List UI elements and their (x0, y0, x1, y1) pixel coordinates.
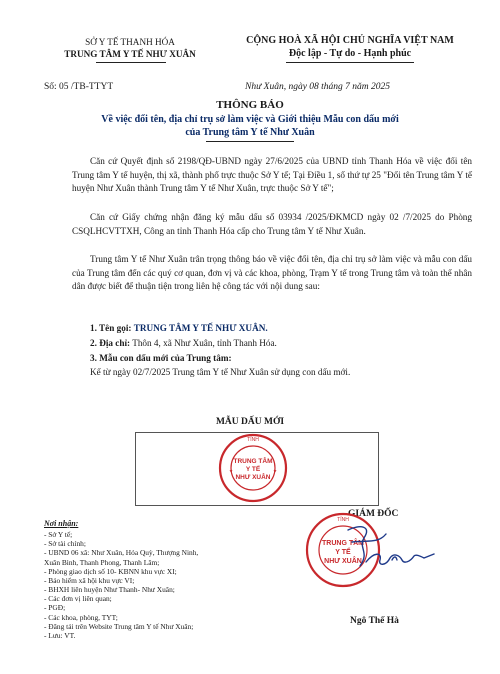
recipient-item: - Các khoa, phòng, TYT; (44, 612, 118, 622)
recipient-item: - Lưu: VT. (44, 630, 76, 640)
seal-star-left: ★ (229, 468, 234, 473)
agency-header (40, 36, 220, 60)
item-name-label: 1. Tên gọi: (90, 323, 132, 333)
nation-motto: Độc lập - Tự do - Hạnh phúc (288, 48, 412, 59)
signature-seal-line-2: Y TẾ (335, 549, 351, 556)
paragraph-announcement: Trung tâm Y tế Như Xuân trân trọng thông báo về việc đổi tên, địa chỉ trụ sở làm việc và mẫu con dấu của Trung tâm đến các quý cơ quan, đơn vị và các khoa, phòng, Trạm Y tế trong Trung tâm và toàn thể nhân dân được biết để thuận tiện trong liên hệ công tác với nội dung sau: (72, 254, 472, 292)
recipient-item: - Phòng giao dịch số 10- KBNN khu vực XI; (44, 566, 177, 576)
seal-top-text: TỈNH (247, 437, 259, 443)
recipient-item: - PGĐ; (44, 603, 66, 613)
seal-line-2: Y TẾ (245, 466, 261, 473)
recipient-item: - Đăng tải trên Website Trung tâm Y tế Như Xuân; (44, 621, 194, 631)
recipient-item: - Các đơn vị liên quan; (44, 594, 112, 604)
item-stamp-label: 3. Mẫu con dấu mới của Trung tâm: (90, 353, 232, 363)
official-seal-sample (217, 432, 289, 504)
paragraph-legal-basis-1: Căn cứ Quyết định số 2198/QĐ-UBND ngày 27/6/2025 của UBND tỉnh Thanh Hóa về việc đổi tên Trung tâm Y tế huyện, thị xã, thành phố trực thuộc Sở Y tế; Tại Điều 1, số thứ tự 25 "Đổi tên Trung tâm Y tế huyện Như Xuân thành Trung tâm Y tế Như Xuân, trực thuộc Sở Y tế"; (72, 156, 472, 194)
seal-line-3: NHƯ XUÂN (235, 474, 271, 481)
document-date: Như Xuân, ngày 08 tháng 7 năm 2025 (245, 82, 391, 92)
paragraph-legal-basis-2: Căn cứ Giấy chứng nhận đăng ký mẫu dấu số 03934 /2025/ĐKMCD ngày 02 /7/2025 do Phòng CSQLHCVTTXH, Công an tỉnh Thanh Hóa cấp cho Trung tâm Y tế Như Xuân. (72, 212, 472, 236)
subtitle-line2: của Trung tâm Y tế Như Xuân (185, 127, 315, 138)
agency-parent: SỞ Y TẾ THANH HÓA (85, 37, 175, 47)
paragraph-effective-date: Kể từ ngày 02/7/2025 Trung tâm Y tế Như Xuân sử dụng con dấu mới. (90, 367, 351, 377)
document-number: Số: 05 /TB-TTYT (44, 82, 114, 92)
recipients-block (44, 519, 264, 640)
recipient-item: Xuân Bình, Thanh Phong, Thanh Lâm; (44, 557, 160, 567)
agency-name: TRUNG TÂM Y TẾ NHƯ XUÂN (64, 49, 196, 59)
seal-star-right: ★ (273, 468, 278, 473)
signature-seal-line-3: NHƯ XUÂN (324, 558, 362, 565)
document-title: THÔNG BÁO (216, 99, 284, 111)
recipient-item: - Sở tài chính; (44, 539, 86, 549)
item-name (72, 322, 472, 336)
seal-line-1: TRUNG TÂM (233, 458, 273, 465)
item-address (72, 337, 472, 351)
signature-seal-line-1: TRUNG TÂM (322, 540, 364, 547)
recipient-item: - Sở Y tế; (44, 530, 73, 540)
item-address-label: 2. Địa chỉ: (90, 338, 131, 348)
motto-underline (286, 62, 414, 63)
nation-name: CỘNG HOÀ XÃ HỘI CHỦ NGHĨA VIỆT NAM (246, 35, 454, 46)
document-subtitle (40, 113, 460, 139)
recipient-item: - BHXH liên huyện Như Thanh- Như Xuân; (44, 585, 175, 595)
signature-seal-top-text: TỈNH (337, 517, 349, 523)
recipient-item: - Bảo hiểm xã hội khu vực VI; (44, 575, 135, 585)
agency-underline (96, 62, 166, 63)
recipients-heading: Nơi nhận: (44, 519, 79, 528)
stamp-sample-title: MẪU DẤU MỚI (215, 417, 285, 427)
recipient-item: - UBND 06 xã: Như Xuân, Hóa Quỳ, Thượng Ninh, (44, 548, 199, 558)
item-address-value: Thôn 4, xã Như Xuân, tỉnh Thanh Hóa. (132, 338, 277, 348)
handwritten-signature (330, 522, 440, 592)
signer-position: GIÁM ĐỐC (348, 509, 399, 519)
nation-header (225, 34, 475, 60)
title-underline (206, 141, 294, 142)
subtitle-line1: Về việc đổi tên, địa chỉ trụ sở làm việc và Giới thiệu Mẫu con dấu mới (101, 114, 399, 125)
item-name-value: TRUNG TÂM Y TẾ NHƯ XUÂN. (133, 323, 268, 333)
signer-name: Ngô Thế Hà (350, 616, 399, 626)
